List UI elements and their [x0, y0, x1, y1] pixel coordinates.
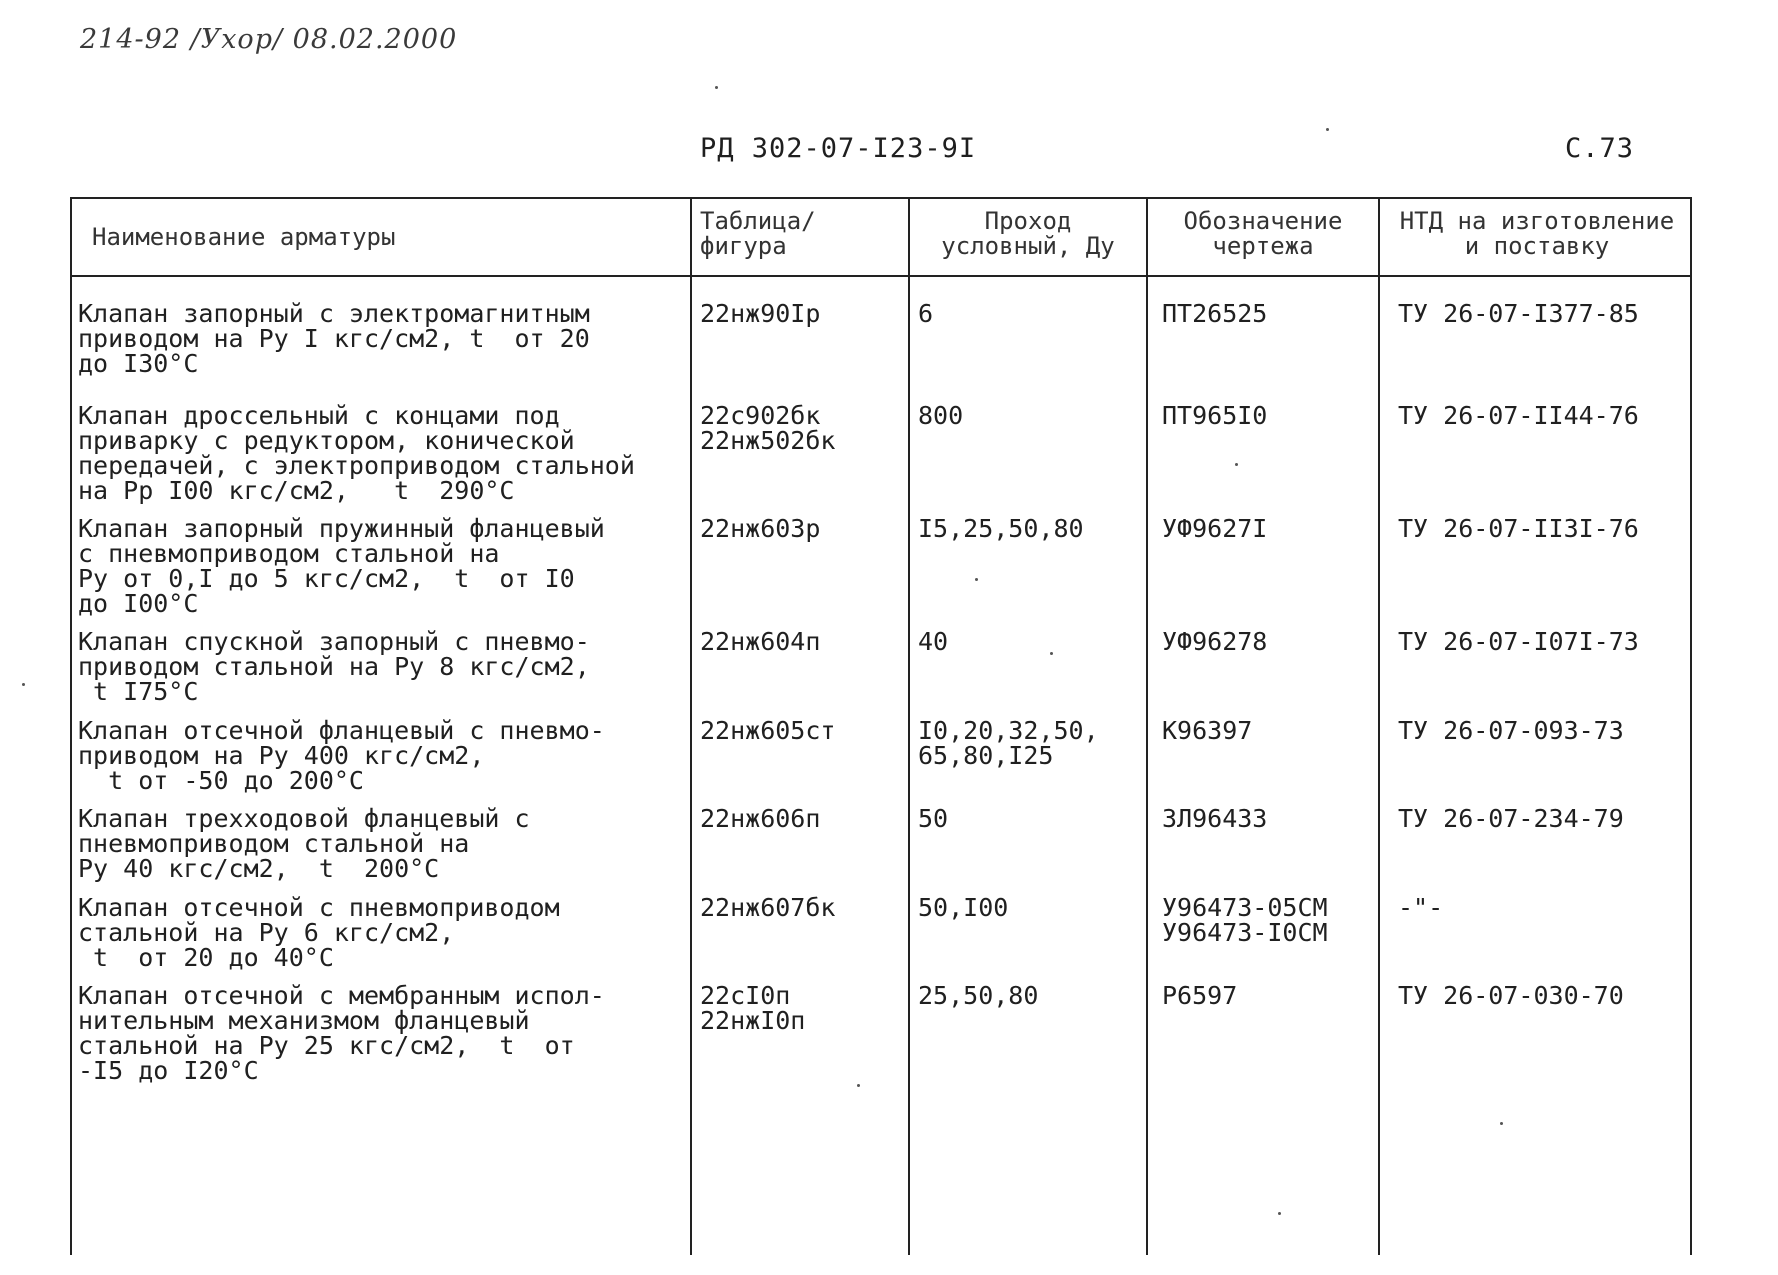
row-4-passage: 40 [918, 627, 949, 656]
scan-speck [1050, 652, 1053, 655]
page-number: С.73 [1565, 133, 1635, 164]
row-4-ntd: ТУ 26-07-I07I-73 [1398, 627, 1639, 656]
row-1-name: Клапан запорный с электромагнитным приводом на Ру I кгс/см2, t от 20 до I30°C [78, 299, 590, 378]
row-5-table: 22нж605ст [700, 716, 836, 745]
row-1-passage: 6 [918, 299, 934, 328]
scan-speck [857, 1084, 860, 1087]
scan-speck [1235, 463, 1238, 466]
row-3-name: Клапан запорный пружинный фланцевый с пневмоприводом стальной на Ру от 0,I до 5 кгс/см2, t от I0 до I00°C [78, 514, 605, 618]
row-2-ntd: ТУ 26-07-II44-76 [1398, 401, 1639, 430]
row-4-name: Клапан спускной запорный с пневмо- приводом стальной на Ру 8 кгс/см2, t I75°C [78, 627, 590, 706]
scan-speck [1326, 128, 1329, 131]
row-6-table: 22нж606п [700, 804, 821, 833]
row-4-table: 22нж604п [700, 627, 821, 656]
row-2-name: Клапан дроссельный с концами под приварку с редуктором, конической передачей, с электроприводом стальной на Рр I00 кгс/см2, t 290°C [78, 401, 635, 505]
row-7-table: 22нж607бк [700, 893, 836, 922]
row-6-ntd: ТУ 26-07-234-79 [1398, 804, 1624, 833]
row-1-drawing: ПТ26525 [1162, 299, 1268, 328]
scan-speck [975, 578, 978, 581]
row-2-table: 22с902бк 22нж502бк [700, 401, 836, 455]
scan-speck [22, 683, 25, 686]
column-divider [1378, 199, 1380, 1255]
document-code: РД 302-07-I23-9I [700, 133, 977, 164]
row-3-ntd: ТУ 26-07-II3I-76 [1398, 514, 1639, 543]
header-passage: Проход условный, Ду [941, 207, 1115, 260]
row-1-table: 22нж90Iр [700, 299, 821, 328]
handwritten-note: 214-92 /Ухор/ 08.02.2000 [80, 24, 458, 55]
row-8-table: 22сI0п 22нжI0п [700, 981, 806, 1035]
row-8-passage: 25,50,80 [918, 981, 1039, 1010]
valve-table [70, 197, 1692, 1255]
row-6-drawing: ЗЛ96433 [1162, 804, 1268, 833]
scan-speck [1278, 1212, 1281, 1215]
header-divider [72, 275, 1690, 277]
row-5-passage: I0,20,32,50, 65,80,I25 [918, 716, 1099, 770]
column-divider [690, 199, 692, 1255]
row-2-passage: 800 [918, 401, 964, 430]
row-3-table: 22нж603р [700, 514, 821, 543]
row-2-drawing: ПТ965I0 [1162, 401, 1268, 430]
row-5-ntd: ТУ 26-07-093-73 [1398, 716, 1624, 745]
row-7-ntd: -"- [1398, 893, 1444, 922]
row-6-passage: 50 [918, 804, 949, 833]
row-8-ntd: ТУ 26-07-030-70 [1398, 981, 1624, 1010]
header-table: Таблица/ фигура [700, 207, 816, 260]
row-4-drawing: УФ96278 [1162, 627, 1268, 656]
row-5-drawing: К96397 [1162, 716, 1253, 745]
header-drawing: Обозначение чертежа [1183, 207, 1343, 260]
row-7-passage: 50,I00 [918, 893, 1009, 922]
row-5-name: Клапан отсечной фланцевый с пневмо- приводом на Ру 400 кгс/см2, t от -50 до 200°C [78, 716, 605, 795]
header-name: Наименование арматуры [92, 223, 396, 251]
row-3-passage: I5,25,50,80 [918, 514, 1084, 543]
column-divider [1146, 199, 1148, 1255]
scan-speck [1500, 1122, 1503, 1125]
column-divider [908, 199, 910, 1255]
row-1-ntd: ТУ 26-07-I377-85 [1398, 299, 1639, 328]
header-ntd: НТД на изготовление и поставку [1399, 207, 1675, 260]
row-7-drawing: У96473-05СМ У96473-I0СМ [1162, 893, 1328, 947]
row-6-name: Клапан трехходовой фланцевый с пневмоприводом стальной на Ру 40 кгс/см2, t 200°C [78, 804, 530, 883]
scan-speck [715, 86, 718, 89]
row-7-name: Клапан отсечной с пневмоприводом стальной на Ру 6 кгс/см2, t от 20 до 40°C [78, 893, 560, 972]
row-8-drawing: Р6597 [1162, 981, 1238, 1010]
row-3-drawing: УФ9627I [1162, 514, 1268, 543]
row-8-name: Клапан отсечной с мембранным испол- нительным механизмом фланцевый стальной на Ру 25 кгс/см2, t от -I5 до I20°C [78, 981, 605, 1085]
